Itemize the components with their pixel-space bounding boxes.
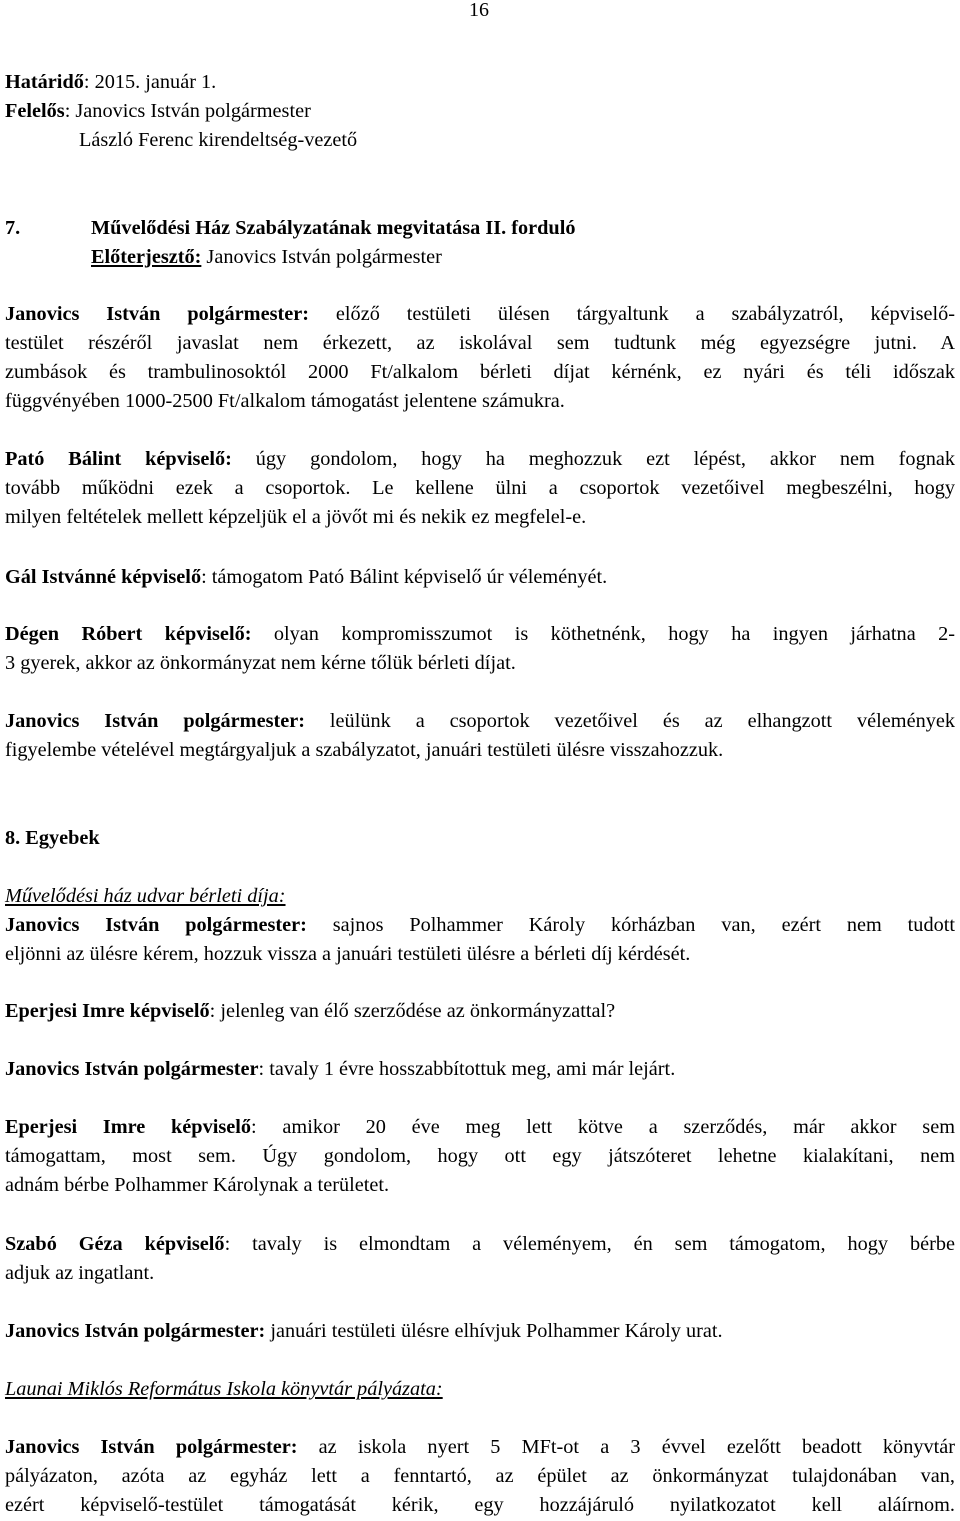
paragraph-11 <box>5 1317 955 1346</box>
subheading-1 <box>5 882 955 911</box>
subheading-1-text: Művelődési ház udvar bérleti díja: <box>5 885 286 907</box>
paragraph-3 <box>5 563 955 592</box>
p5-line-2: figyelembe vételével megtárgyaljuk a szabályzatot, januári testületi ülésre visszahozzuk. <box>5 739 724 761</box>
item8-title: Egyebek <box>25 827 100 849</box>
item8-heading <box>5 824 955 853</box>
p6-line-2: eljönni az ülésre kérem, hozzuk vissza a januári testületi ülésre a bérleti díj kérdését. <box>5 943 691 965</box>
p4-line-2: 3 gyerek, akkor az önkormányzat nem kérne tőlük bérleti díjat. <box>5 652 516 674</box>
p1-line-3: zumbások és trambulinosoktól 2000 Ft/alkalom bérleti díjat kérnénk, ez nyári és téli időszak <box>5 361 955 383</box>
p4-line-1: olyan kompromisszumot is köthetnénk, hogy ha ingyen járhatna 2- <box>251 623 955 645</box>
p8-speaker: Janovics István polgármester <box>5 1058 259 1080</box>
p7-line-1: : jelenleg van élő szerződése az önkormányzattal? <box>209 1000 616 1022</box>
paragraph-5 <box>5 707 955 765</box>
paragraph-4 <box>5 620 955 678</box>
paragraph-8 <box>5 1055 955 1084</box>
paragraph-12 <box>5 1433 955 1520</box>
paragraph-9 <box>5 1113 955 1200</box>
responsible-label: Felelős <box>5 100 65 122</box>
p1-line-2: testület részéről javaslat nem érkezett, az iskolával sem tudtunk még egyezségre jutni. A <box>5 332 955 354</box>
p11-speaker: Janovics István polgármester: <box>5 1320 266 1342</box>
p4-speaker: Dégen Róbert képviselő: <box>5 623 252 645</box>
p6-speaker: Janovics István polgármester: <box>5 914 307 936</box>
p12-line-3: ezért képviselő-testület támogatását kérik, egy hozzájáruló nyilatkozatot kell aláírnom. <box>5 1494 955 1516</box>
p9-line-1: : amikor 20 éve meg lett kötve a szerződés, már akkor sem <box>251 1116 955 1138</box>
p1-line-4: függvényében 1000-2500 Ft/alkalom támogatást jelentene számukra. <box>5 390 565 412</box>
p10-line-1: : tavaly is elmondtam a véleményem, én sem támogatom, hogy bérbe <box>224 1233 955 1255</box>
paragraph-6 <box>5 911 955 969</box>
item7-presenter <box>5 243 955 272</box>
p9-speaker: Eperjesi Imre képviselő <box>5 1116 252 1138</box>
item7-title: Művelődési Ház Szabályzatának megvitatása II. forduló <box>91 217 576 239</box>
item7-presenter-value: Janovics István polgármester <box>201 246 442 268</box>
item8-number: 8. <box>5 827 21 849</box>
item7-presenter-label: Előterjesztő: <box>91 246 202 268</box>
subheading-2 <box>5 1375 955 1404</box>
item8-block <box>5 824 955 853</box>
p2-line-3: milyen feltételek mellett képzeljük el a jövőt mi és nekik ez megfelel-e. <box>5 506 587 528</box>
p6-line-1: sajnos Polhammer Károly kórházban van, ezért nem tudott <box>306 914 955 936</box>
responsible-line <box>5 97 955 126</box>
p1-line-1: előző testületi ülésen tárgyaltunk a szabályzatról, képviselő- <box>308 303 955 325</box>
subheading-2-text: Launai Miklós Református Iskola könyvtár pályázata: <box>5 1378 443 1400</box>
p10-line-2: adjuk az ingatlant. <box>5 1262 155 1284</box>
p3-line-1: : támogatom Pató Bálint képviselő úr véleményét. <box>201 566 608 588</box>
p12-line-2: pályázaton, azóta az egyház lett a fenntartó, az épület az önkormányzat tulajdonában van, <box>5 1465 955 1487</box>
p2-line-1: úgy gondolom, hogy ha meghozzuk ezt lépést, akkor nem fognak <box>231 448 955 470</box>
p9-line-2: támogattam, most sem. Úgy gondolom, hogy ott egy játszóteret lehetne kialakítani, nem <box>5 1145 955 1167</box>
responsible-second: László Ferenc kirendeltség-vezető <box>79 129 358 151</box>
p9-line-3: adnám bérbe Polhammer Károlynak a területet. <box>5 1174 390 1196</box>
p11-line-1: januári testületi ülésre elhívjuk Polhammer Károly urat. <box>265 1320 723 1342</box>
page-number: 16 <box>469 0 489 21</box>
p12-speaker: Janovics István polgármester: <box>5 1436 298 1458</box>
paragraph-1 <box>5 300 955 416</box>
deadline-line <box>5 68 955 97</box>
paragraph-10 <box>5 1230 955 1288</box>
p12-line-1: az iskola nyert 5 MFt-ot a 3 évvel ezelőtt beadott könyvtár <box>297 1436 956 1458</box>
paragraph-7 <box>5 997 955 1026</box>
item7-number: 7. <box>5 217 21 239</box>
deadline-value: : 2015. január 1. <box>83 71 217 93</box>
p5-line-1: leülünk a csoportok vezetőivel és az elhangzott vélemények <box>304 710 955 732</box>
p10-speaker: Szabó Géza képviselő <box>5 1233 225 1255</box>
header-block <box>5 68 955 155</box>
p8-line-1: : tavaly 1 évre hosszabbítottuk meg, ami már lejárt. <box>258 1058 676 1080</box>
item7-block <box>5 214 955 272</box>
item7-heading <box>5 214 955 243</box>
p7-speaker: Eperjesi Imre képviselő <box>5 1000 210 1022</box>
p5-speaker: Janovics István polgármester: <box>5 710 305 732</box>
p2-line-2: tovább működni ezek a csoportok. Le kellene ülni a csoportok vezetőivel megbeszélni, hogy <box>5 477 955 499</box>
p2-speaker: Pató Bálint képviselő: <box>5 448 232 470</box>
deadline-label: Határidő <box>5 71 84 93</box>
p1-speaker: Janovics István polgármester: <box>5 303 309 325</box>
p3-speaker: Gál Istvánné képviselő <box>5 566 202 588</box>
paragraph-2 <box>5 445 955 532</box>
responsible-value: : Janovics István polgármester <box>64 100 311 122</box>
